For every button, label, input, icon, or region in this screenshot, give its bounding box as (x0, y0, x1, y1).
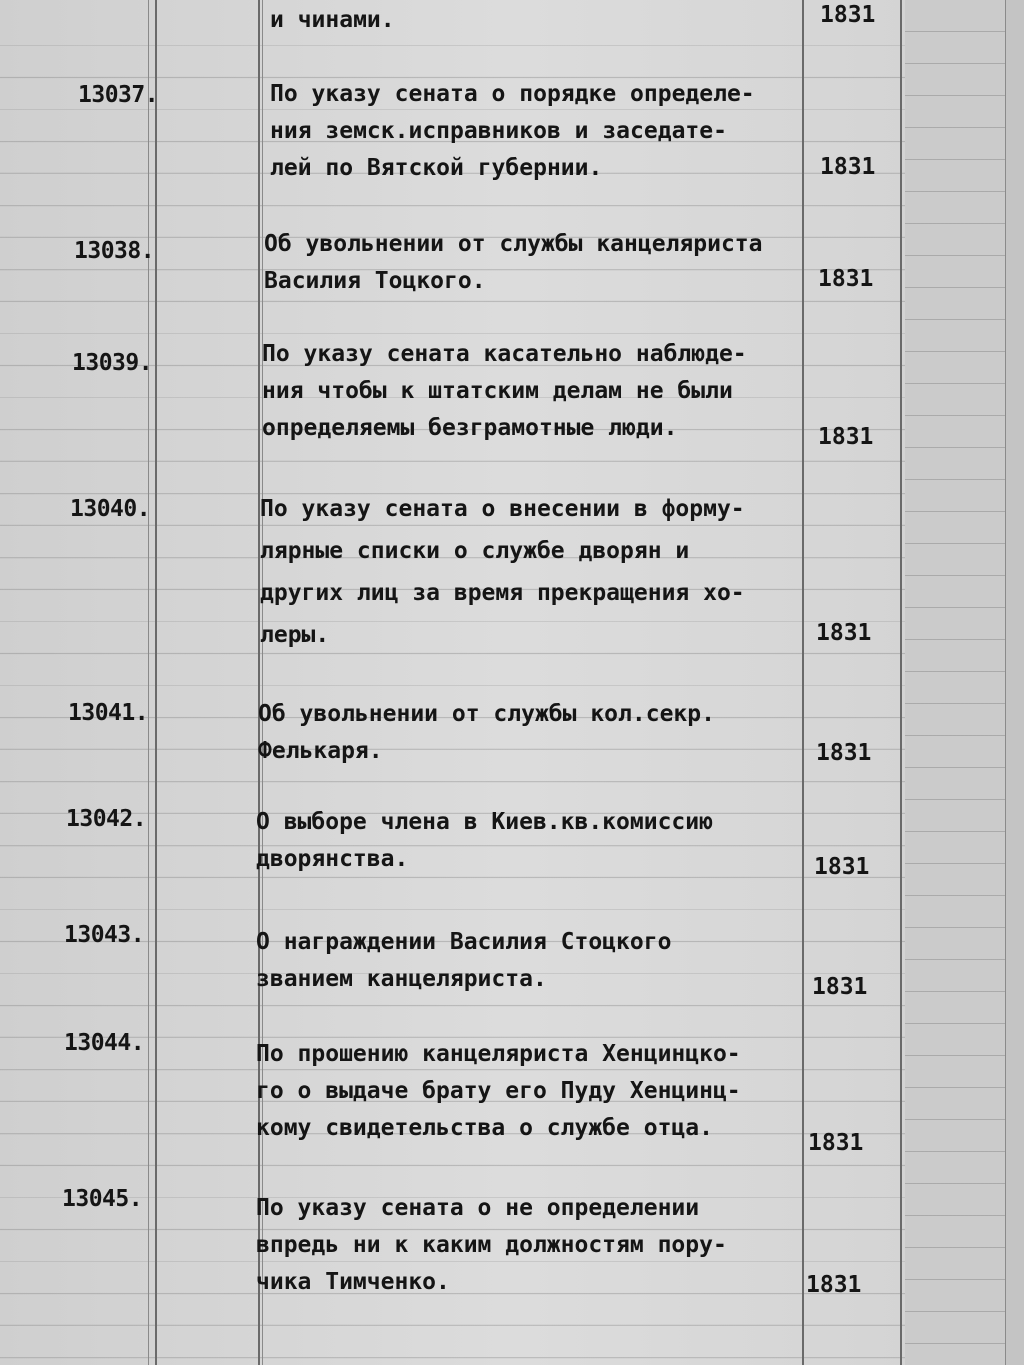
entry-year: 1831 (818, 266, 874, 292)
page-edge (1005, 0, 1024, 1365)
entry-text: Об увольнении от службы кол.секр. Фелькаря. (258, 701, 715, 764)
entry-text: По указу сената о внесении в форму- лярные списки о службе дворян и других лиц за время прекращения хо- леры. (260, 496, 745, 648)
entry-text: По прошению канцеляриста Хенцинцко- го о выдаче брату его Пуду Хенцинц- кому свидетельства о службе отца. (256, 1041, 741, 1141)
column-divider-year (802, 0, 804, 1365)
entry-year: 1831 (812, 974, 868, 1000)
entry-year: 1831 (816, 740, 872, 766)
entry-text: По указу сената о не определении впредь ни к каким должностям пору- чика Тимченко. (256, 1195, 727, 1295)
entry-number: 13042. (66, 806, 147, 832)
column-divider-number (148, 0, 149, 1365)
entry-number: 13037. (78, 82, 159, 108)
column-divider-text-double (262, 0, 263, 1365)
entry-text: Об увольнении от службы канцеляриста Василия Тоцкого. (264, 231, 763, 294)
column-divider-text (258, 0, 260, 1365)
column-divider-right (900, 0, 902, 1365)
header-text: и чинами. (270, 7, 395, 33)
entry-text: О выборе члена в Киев.кв.комиссию дворянства. (256, 809, 713, 872)
entry-year: 1831 (816, 620, 872, 646)
entry-text: По указу сената касательно наблюде- ния чтобы к штатским делам не были определяемы безграмотные люди. (262, 341, 747, 441)
entry-year: 1831 (806, 1272, 862, 1298)
entry-number: 13041. (68, 700, 149, 726)
entry-year: 1831 (820, 154, 876, 180)
header-year: 1831 (820, 2, 876, 28)
entry-number: 13040. (70, 496, 151, 522)
entry-year: 1831 (808, 1130, 864, 1156)
column-divider-number-double (155, 0, 157, 1365)
entry-number: 13043. (64, 922, 145, 948)
entry-year: 1831 (814, 854, 870, 880)
entry-text: По указу сената о порядке определе- ния земск.исправников и заседате- лей по Вятской губернии. (270, 81, 755, 181)
entry-number: 13045. (62, 1186, 143, 1212)
entry-number: 13039. (72, 350, 153, 376)
entry-number: 13038. (74, 238, 155, 264)
entry-number: 13044. (64, 1030, 145, 1056)
entry-text: О награждении Василия Стоцкого званием канцеляриста. (256, 929, 672, 992)
entry-year: 1831 (818, 424, 874, 450)
